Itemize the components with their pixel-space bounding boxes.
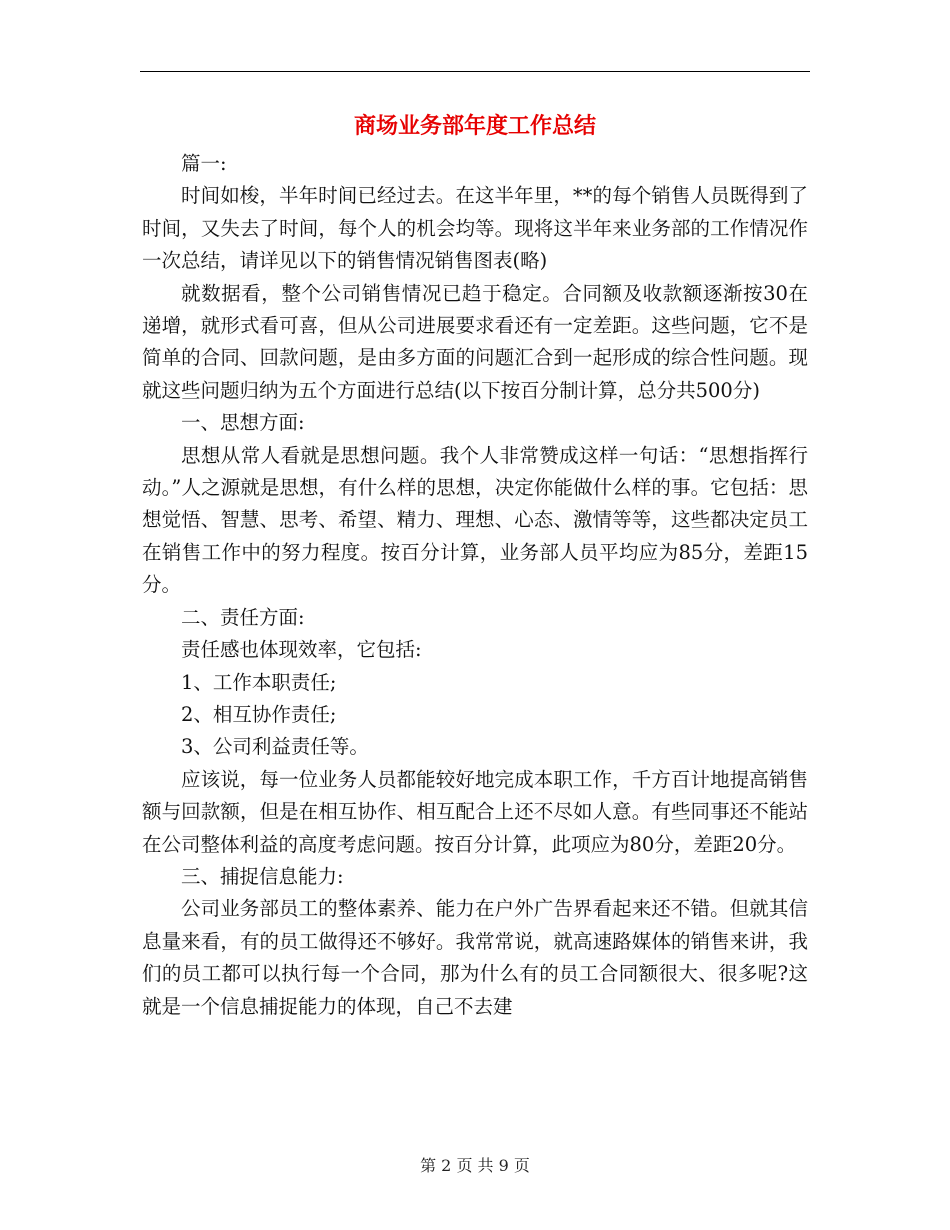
header-rule (140, 71, 810, 72)
paragraph: 公司业务部员工的整体素养、能力在户外广告界看起来还不错。但就其信息量来看，有的员工做得还不够好。我常常说，就高速路媒体的销售来讲，我们的员工都可以执行每一个合同，那为什么有的员工合同额很大、很多呢?这就是一个信息捕捉能力的体现，自己不去建 (142, 897, 808, 1018)
document-body (142, 148, 808, 1023)
document-title: 商场业务部年度工作总结 (353, 113, 596, 139)
list-item: 2、相互协作责任; (181, 702, 337, 726)
paragraph: 应该说，每一位业务人员都能较好地完成本职工作，千方百计地提高销售额与回款额，但是在相互协作、相互配合上还不尽如人意。有些同事还不能站在公司整体利益的高度考虑问题。按百分计算，此项应为80分，差距20分。 (142, 767, 808, 856)
section-heading: 三、捕捉信息能力: (181, 864, 344, 888)
page-number: 第 2 页 共 9 页 (420, 1156, 530, 1175)
list-item: 1、工作本职责任; (181, 670, 337, 694)
section-heading: 一、思想方面: (181, 411, 305, 435)
list-item: 3、公司利益责任等。 (181, 735, 369, 759)
section-heading: 二、责任方面: (181, 605, 305, 629)
paragraph: 就数据看，整个公司销售情况已趋于稳定。合同额及收款额逐渐按30在递增，就形式看可喜，但从公司进展要求看还有一定差距。这些问题，它不是简单的合同、回款问题，是由多方面的问题汇合到一起形成的综合性问题。现就这些问题归纳为五个方面进行总结(以下按百分制计算，总分共500分) (142, 281, 808, 402)
paragraph: 思想从常人看就是思想问题。我个人非常赞成这样一句话：“思想指挥行动。”人之源就是思想，有什么样的思想，决定你能做什么样的事。它包括：思想觉悟、智慧、思考、希望、精力、理想、心态、激情等等，这些都决定员工在销售工作中的努力程度。按百分计算，业务部人员平均应为85分，差距15分。 (142, 443, 808, 597)
paragraph: 责任感也体现效率，它包括: (181, 638, 422, 662)
paragraph: 篇一: (181, 152, 227, 175)
paragraph: 时间如梭，半年时间已经过去。在这半年里，**的每个销售人员既得到了时间，又失去了时间，每个人的机会均等。现将这半年来业务部的工作情况作一次总结，请详见以下的销售情况销售图表(略) (142, 184, 808, 273)
